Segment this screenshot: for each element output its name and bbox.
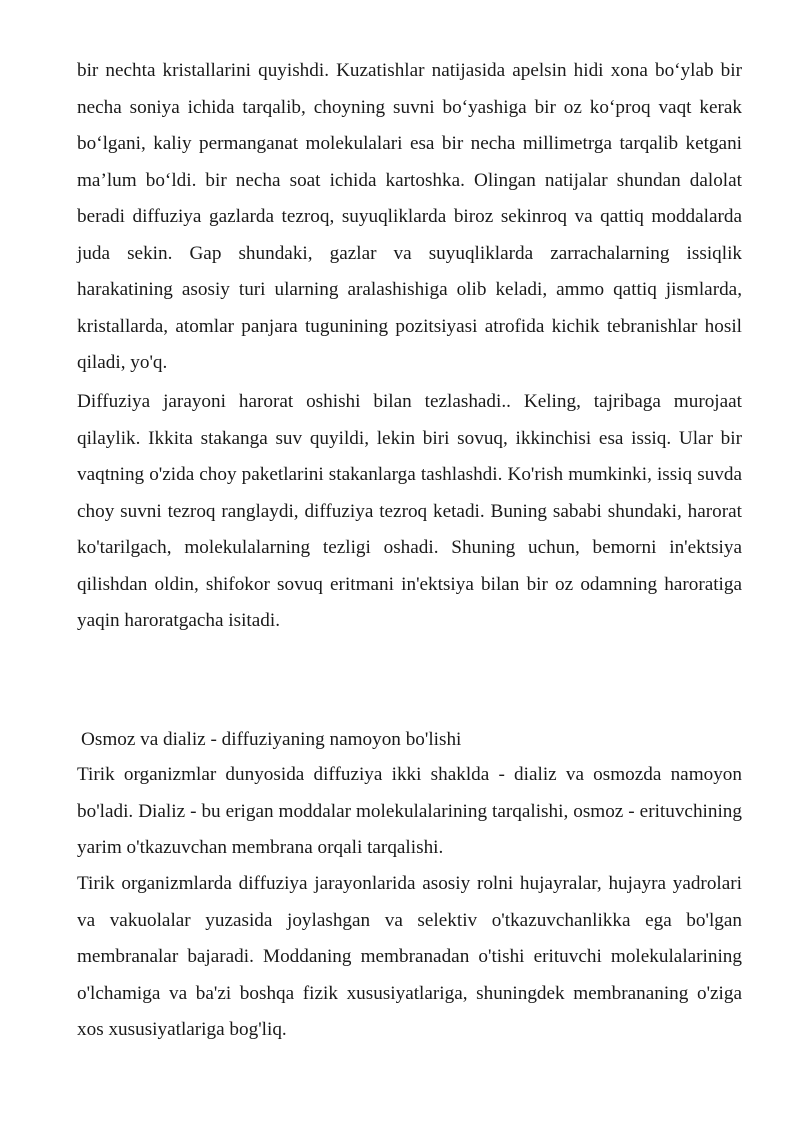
body-paragraph: Tirik organizmlar dunyosida diffuziya ikki shaklda - dializ va osmozda namoyon bo'ladi. Dializ - bu erigan moddalar molekulalarining tarqalishi, osmoz - erituvchining yarim o'tkazuvchan membrana orqali tarqalishi. <box>77 764 742 858</box>
body-paragraph: Tirik organizmlarda diffuziya jarayonlarida asosiy rolni hujayralar, hujayra yadrolari va vakuolalar yuzasida joylashgan va selektiv o'tkazuvchanlikka ega bo'lgan membranalar bajaradi. Moddaning membranadan o'tishi erituvchi molekulalarining o'lchamiga va ba'zi boshqa fizik xususiyatlariga, shuningdek membrananing o'ziga xos xususiyatlariga bog'liq. <box>77 873 742 1040</box>
section-heading: Osmoz va dializ - diffuziyaning namoyon bo'lishi <box>81 729 462 750</box>
body-paragraph: Diffuziya jarayoni harorat oshishi bilan tezlashadi.. Keling, tajribaga murojaat qilaylik. Ikkita stakanga suv quyildi, lekin biri sovuq, ikkinchisi esa issiq. Ular bir vaqtning o'zida choy paketlarini stakanlarga tashlashdi. Ko'rish mumkinki, issiq suvda choy suvni tezroq ranglaydi, diffuziya tezroq ketadi. Buning sababi shundaki, harorat ko'tarilgach, molekulalarning tezligi oshadi. Shuning uchun, bemorni in'ektsiya qilishdan oldin, shifokor sovuq eritmani in'ektsiya bilan bir oz odamning haroratiga yaqin haroratgacha isitadi. <box>77 391 742 631</box>
paragraph-block-4 <box>77 866 742 1049</box>
body-paragraph: bir nechta kristallarini quyishdi. Kuzatishlar natijasida apelsin hidi xona bo‘ylab bir necha soniya ichida tarqalib, choyning suvni bo‘yashiga bir oz ko‘proq vaqt kerak bo‘lgani, kaliy permanganat molekulalari esa bir necha millimetrga tarqalib ketgani ma’lum bo‘ldi. bir necha soat ichida kartoshka. Olingan natijalar shundan dalolat beradi diffuziya gazlarda tezroq, suyuqliklarda biroz sekinroq va qattiq moddalarda juda sekin. Gap shundaki, gazlar va suyuqliklarda zarrachalarning issiqlik harakatining asosiy turi ularning aralashishiga olib keladi, ammo qattiq jismlarda, kristallarda, atomlar panjara tugunining pozitsiyasi atrofida kichik tebranishlar hosil qiladi, yo'q. <box>77 60 742 373</box>
paragraph-block-1 <box>77 53 742 382</box>
section-heading-block <box>77 723 742 757</box>
paragraph-block-3 <box>77 757 742 867</box>
paragraph-block-2 <box>77 384 742 640</box>
